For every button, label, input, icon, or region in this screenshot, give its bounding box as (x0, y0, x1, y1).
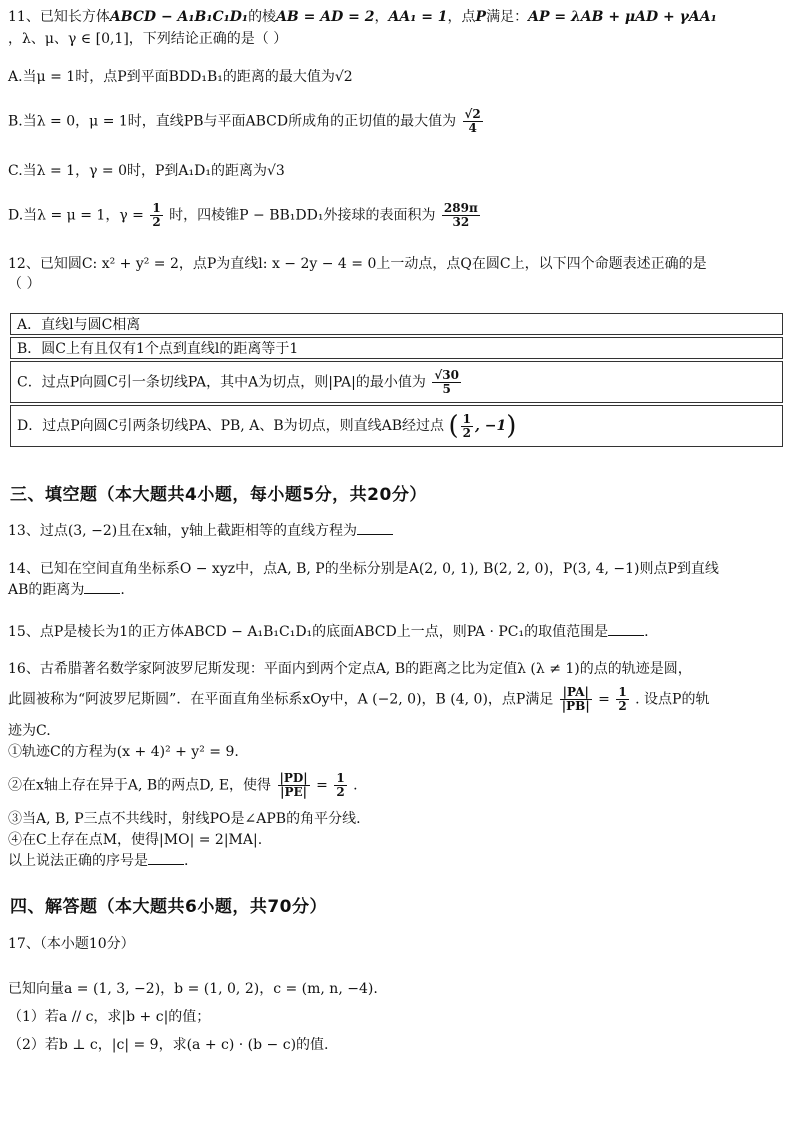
q16-line3: 迹为C. (8, 723, 51, 739)
q17-part-2: （2）若b ⊥ c，|c| = 9，求(a + c) · (b − c)的值. (8, 1037, 329, 1053)
q12-option-c: C．过点P向圆C引一条切线PA，其中A为切点，则|PA|的最小值为 $\frac{√30}{5}$ (10, 361, 783, 403)
section-3-heading: 三、填空题（本大题共4小题，每小题5分，共20分） (10, 485, 427, 505)
q17-title: 17、（本小题10分） (8, 936, 135, 952)
q12-options-table (10, 311, 783, 449)
q16-answer-prompt: 以上说法正确的序号是 . (8, 853, 189, 869)
q16-statement-2-value: $\frac{1}{2}$ (336, 771, 345, 799)
q11-option-d-fraction: $\frac{1}{2}$ (152, 201, 161, 229)
q16-statement-4: ④在C上存在点M，使得|MO| = 2|MA|. (8, 832, 263, 848)
q11-option-d-fraction2: $\frac{289\pi}{32}$ (443, 201, 478, 229)
q12-option-a: A．直线l与圆C相离 (10, 313, 783, 335)
q16-ratio-fraction: $\frac{|PA|}{|PB|}$ (561, 685, 590, 713)
q12-stem: 12、已知圆C: x² + y² = 2，点P为直线l: x − 2y − 4 = 0上一动点，点Q在圆C上，以下四个命题表述正确的是 (8, 256, 707, 272)
q13-answer-blank (357, 522, 393, 535)
q12-stem-line2: （ ） (8, 276, 41, 292)
q16-statement-2: ②在x轴上存在异于A, B的两点D, E，使得 $\frac{|PD|}{|PE|}$ = $\frac{1}{2}$ . (8, 771, 358, 799)
q11-option-b-fraction: $\frac{√2}{4}$ (464, 107, 481, 135)
q13: 13、过点(3, −2)且在x轴，y轴上截距相等的直线方程为 (8, 522, 393, 540)
q11-option-b: B.当λ = 0，μ = 1时，直线PB与平面ABCD所成角的正切值的最大值为 $\frac{√2}{4}$ (8, 107, 481, 135)
q16-statement-2-fraction: $\frac{|PD|}{|PE|}$ (279, 771, 308, 799)
q16-statement-3: ③当A, B, P三点不共线时，射线PO是∠APB的角平分线. (8, 811, 361, 827)
q16-line1: 16、古希腊著名数学家阿波罗尼斯发现：平面内到两个定点A, B的距离之比为定值λ (λ ≠ 1)的点的轨迹是圆， (8, 661, 692, 677)
q11-option-c: C.当λ = 1，γ = 0时，P到A₁D₁的距离为√3 (8, 163, 285, 179)
q14-answer-blank (84, 581, 120, 594)
q12-option-d: D．过点P向圆C引两条切线PA、PB, A、B为切点，则直线AB经过点 ( $\frac{1}{2}$ , −1) (10, 405, 783, 447)
q16-line2: 此圆被称为“阿波罗尼斯圆”．在平面直角坐标系xOy中，A (−2, 0)，B (4, 0)，点P满足 $\frac{|PA|}{|PB|}$ = $\frac{1}{2}$ . 设点P的轨 (8, 685, 710, 713)
q14-line1: 14、已知在空间直角坐标系O − xyz中，点A, B, P的坐标分别是A(2, 0, 1), B(2, 2, 0)，P(3, 4, −1)则点P到直线 (8, 561, 719, 577)
q11-stem: 11、已知长方体ABCD − A₁B₁C₁D₁的棱AB = AD = 2，AA₁ = 1，点P满足：AP = λAB + μAD + γAA₁ (8, 9, 717, 25)
q15-answer-blank (608, 623, 644, 636)
q11-option-d: D.当λ = μ = 1，γ = $\frac{1}{2}$ 时，四棱锥P − BB₁DD₁外接球的表面积为 $\frac{289\pi}{32}$ (8, 201, 478, 229)
q15: 15、点P是棱长为1的正方体ABCD − A₁B₁C₁D₁的底面ABCD上一点，则PA · PC₁的取值范围是 . (8, 624, 649, 640)
q17-part-1: （1）若a // c，求|b + c|的值； (8, 1009, 211, 1025)
q16-statement-1: ①轨迹C的方程为(x + 4)² + y² = 9. (8, 744, 239, 760)
section-4-heading: 四、解答题（本大题共6小题，共70分） (10, 897, 327, 917)
q17-given: 已知向量a = (1, 3, −2)，b = (1, 0, 2)，c = (m, n, −4). (8, 981, 378, 997)
q11-stem-line2: ，λ、μ、γ ∈ [0,1]，下列结论正确的是（ ） (8, 31, 288, 47)
q16-answer-blank (148, 852, 184, 865)
q11-option-a: A.当μ = 1时，点P到平面BDD₁B₁的距离的最大值为√2 (8, 69, 353, 85)
q12-option-c-fraction: $\frac{√30}{5}$ (434, 367, 459, 396)
q12-option-b: B．圆C上有且仅有1个点到直线l的距离等于1 (10, 337, 783, 359)
q14-line2: AB的距离为 . (8, 582, 125, 598)
q16-ratio-value: $\frac{1}{2}$ (618, 685, 627, 713)
q12-option-d-point: $\frac{1}{2}$ (462, 411, 471, 440)
